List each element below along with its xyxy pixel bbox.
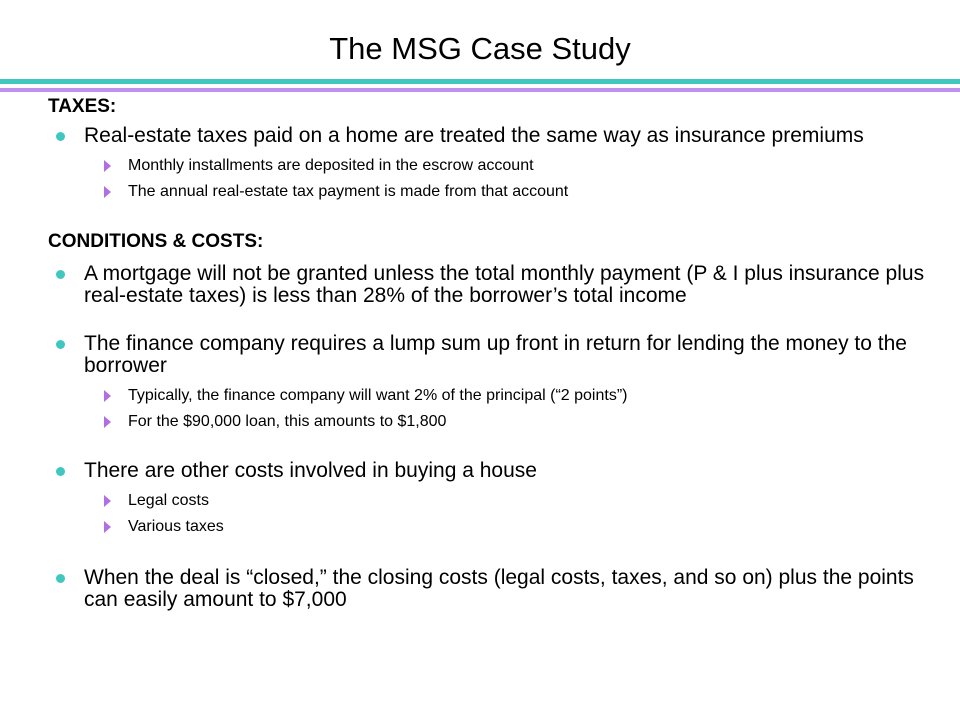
bullet-dot-icon <box>56 340 65 349</box>
bullet-dot-icon <box>56 574 65 583</box>
sub-bullet-text: Legal costs <box>128 492 209 509</box>
sub-bullet-text: For the $90,000 loan, this amounts to $1,800 <box>128 413 447 430</box>
sub-bullet-item <box>48 182 948 202</box>
sub-bullet-text: Monthly installments are deposited in the escrow account <box>128 157 534 174</box>
bullet-item <box>48 125 948 147</box>
bullet-dot-icon <box>56 270 65 279</box>
bullet-item <box>48 333 948 377</box>
bullet-text: Real-estate taxes paid on a home are treated the same way as insurance premiums <box>84 124 864 147</box>
arrow-bullet-icon <box>104 416 111 428</box>
sub-bullet-text: Various taxes <box>128 518 224 535</box>
bullet-dot-icon <box>56 132 65 141</box>
taxes-heading: TAXES: <box>48 96 117 117</box>
sub-bullet-item <box>48 156 948 176</box>
arrow-bullet-icon <box>104 186 111 198</box>
arrow-bullet-icon <box>104 160 111 172</box>
title-divider-teal <box>0 79 960 84</box>
slide-title: The MSG Case Study <box>329 31 631 66</box>
sub-bullet-item <box>48 517 948 537</box>
sub-bullet-item <box>48 491 948 511</box>
sub-bullet-text: The annual real-estate tax payment is made from that account <box>128 183 569 200</box>
sub-bullet-item <box>48 386 948 406</box>
arrow-bullet-icon <box>104 495 111 507</box>
conditions-heading: CONDITIONS & COSTS: <box>48 231 264 252</box>
arrow-bullet-icon <box>104 521 111 533</box>
bullet-item <box>48 263 948 307</box>
sub-bullet-item <box>48 412 948 432</box>
bullet-item <box>48 460 948 482</box>
bullet-text: The finance company requires a lump sum up front in return for lending the money to the borrower <box>84 332 907 377</box>
bullet-text: When the deal is “closed,” the closing costs (legal costs, taxes, and so on) plus the points can easily amount to $7,000 <box>84 566 914 611</box>
title-divider-purple <box>0 88 960 92</box>
bullet-dot-icon <box>56 467 65 476</box>
slide-body <box>48 95 948 611</box>
bullet-text: A mortgage will not be granted unless the total monthly payment (P & I plus insurance plus real-estate taxes) is less than 28% of the borrower’s total income <box>84 262 925 307</box>
bullet-text: There are other costs involved in buying a house <box>84 459 537 482</box>
sub-bullet-text: Typically, the finance company will want 2% of the principal (“2 points”) <box>128 387 628 404</box>
bullet-item <box>48 567 948 611</box>
arrow-bullet-icon <box>104 390 111 402</box>
